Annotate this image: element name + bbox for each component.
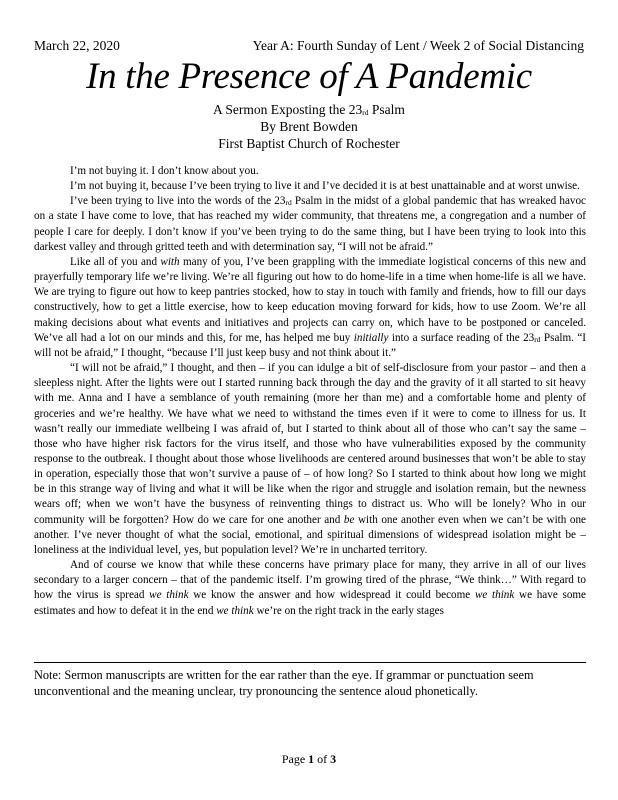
paragraph-1: I’m not buying it. I don’t know about you. <box>70 165 259 177</box>
paragraph-4: Like all of you and with many of you, I’ve been grappling with the immediate logistical concerns of this new and prayerfully temporary life we’re living. We’re all figuring out how to do home-life in a time when home-life is all we have. We are trying to figure out how to keep pantries stocked, how to stay in touch with family and friends, how to fill our days constructively, how to get a little exercise, how to keep education moving forward for kids, how to use Zoom. We’re all making decisions about what events and initiatives and projects can carry on, which have to be postponed or canceled. We’ve all had a lot on our minds and this, for me, has helped me buy initially into a surface reading of the $23_{rd}$ Psalm. “I will not be afraid,” I thought, “because I’ll just keep busy and not think about it.” <box>34 255 587 359</box>
sermon-date: March 22, 2020 <box>34 38 120 53</box>
paragraph-3: I’ve been trying to live into the words of the $23_{rd}$ Psalm in the midst of a global pandemic that has wreaked havoc on a state I have come to love, that has reached my wider community, that threatens me, a congregation and a number of people I care for deeply. I don’t know if you’ve been trying to do the same thing, but I have been trying to look into this darkest valley and through gritted teeth and with determination say, “I will not be afraid.” <box>34 195 586 253</box>
paragraph-6: And of course we know that while these concerns have primary place for many, they arrive in all of our lives secondary to a larger concern – that of the pandemic itself. I’m growing tired of the phrase, “We think…” With regard to how the virus is spread we think we know the answer and how widespread it could become we think we have some estimates and how to defeat it in the end we think we’re on the right track in the early stages <box>34 559 586 617</box>
page-number: Page 1 of 3 <box>281 752 337 766</box>
author-line: By Brent Bowden <box>260 119 358 134</box>
page-header <box>34 38 584 56</box>
manuscript-note: Note: Sermon manuscripts are written for the ear rather than the eye. If grammar or punctuation seem unconventional and the meaning unclear, try pronouncing the sentence aloud phonetically. <box>34 668 534 698</box>
paragraph-2: I’m not buying it, because I’ve been trying to live it and I’ve decided it is at best unattainable and at worst unwise. <box>70 180 580 193</box>
sermon-body <box>34 164 586 619</box>
footnote-divider <box>34 662 586 663</box>
paragraph-5: “I will not be afraid,” I thought, and then – if you can idulge a bit of self-disclosure from your pastor – and then a sleepless night. After the lights were out I started running back through the day and the gravity of it all started to sit heavy with me. Anna and I have a semblance of youth remaining (more her than me) and a comfortable home and plenty of groceries and we’re healthy. We have what we need to withstand the times even if it were to come to illness for us. It wasn’t really our immediate wellbeing I was afraid of, but I started to think about all of those who can’t say the same – those who have higher risk factors for the virus itself, and those who have vulnerabilities exposed by the community response to the outbreak. I thought about those whose livelihoods are centered around businesses that won’t be able to stay in operation, especially those that won’t survive a pause of – of how long? So I started to think about how long we might be in this strange way of living and what it will be like when the rigor and struggle and isolation remain, but the newness wears off; when we won’t have the busyness of reinventing things to distract us. Who will be lonely? Who in our community will be forgotten? How do we care for one another and be with one another even when we can’t be with one another. I’ve never thought of what the social, emotional, and spiritual dimensions of widespread isolation might be – loneliness at the individual level, yes, but population level? We’re in uncharted territory. <box>34 362 586 556</box>
subtitle-line: A Sermon Exposting the $23_{rd}$ Psalm <box>213 102 405 117</box>
church-line: First Baptist Church of Rochester <box>218 136 400 151</box>
sermon-title: In the Presence of A Pandemic <box>86 56 532 97</box>
liturgical-week: Year A: Fourth Sunday of Lent / Week 2 of Social Distancing <box>252 38 584 53</box>
